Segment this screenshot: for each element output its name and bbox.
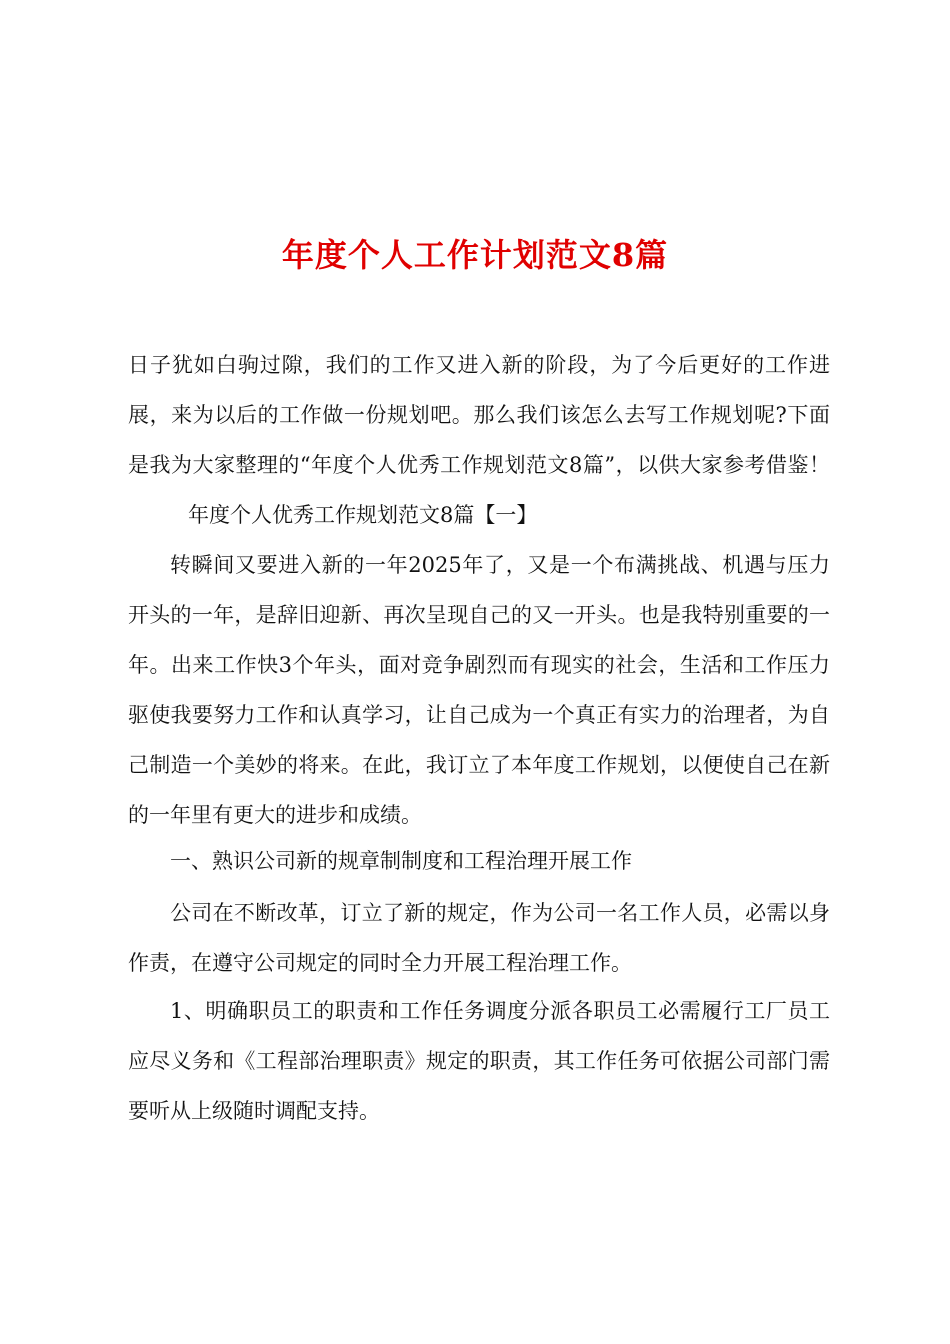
intro-text: 日子犹如白驹过隙，我们的工作又进入新的阶段，为了今后更好的工作进展，来为以后的工作做一份规划吧。那么我们该怎么去写工作规划呢?下面是我为大家整理的“年度个人优秀工作规划范文8篇”，以供大家参考借鉴！	[128, 353, 830, 477]
document-title: 年度个人工作计划范文8篇	[281, 236, 669, 275]
body-paragraph-2: 公司在不断改革，订立了新的规定，作为公司一名工作人员，必需以身作责，在遵守公司规定的同时全力开展工程治理工作。	[128, 901, 830, 975]
section-heading-one: 年度个人优秀工作规划范文8篇【一】	[188, 503, 538, 527]
body-paragraph-1: 转瞬间又要进入新的一年2025年了，又是一个布满挑战、机遇与压力开头的一年，是辞旧迎新、再次呈现自己的又一开头。也是我特别重要的一年。出来工作快3个年头，面对竞争剧烈而有现实的社会，生活和工作压力驱使我要努力工作和认真学习，让自己成为一个真正有实力的治理者，为自己制造一个美妙的将来。在此，我订立了本年度工作规划，以便使自己在新的一年里有更大的进步和成绩。	[128, 553, 830, 827]
body-paragraph-3: 1、明确职员工的职责和工作任务调度分派各职员工必需履行工厂员工应尽义务和《工程部治理职责》规定的职责，其工作任务可依据公司部门需要听从上级随时调配支持。	[128, 999, 830, 1123]
subheading-1: 一、熟识公司新的规章制制度和工程治理开展工作	[170, 849, 632, 873]
intro-paragraph	[128, 340, 830, 540]
